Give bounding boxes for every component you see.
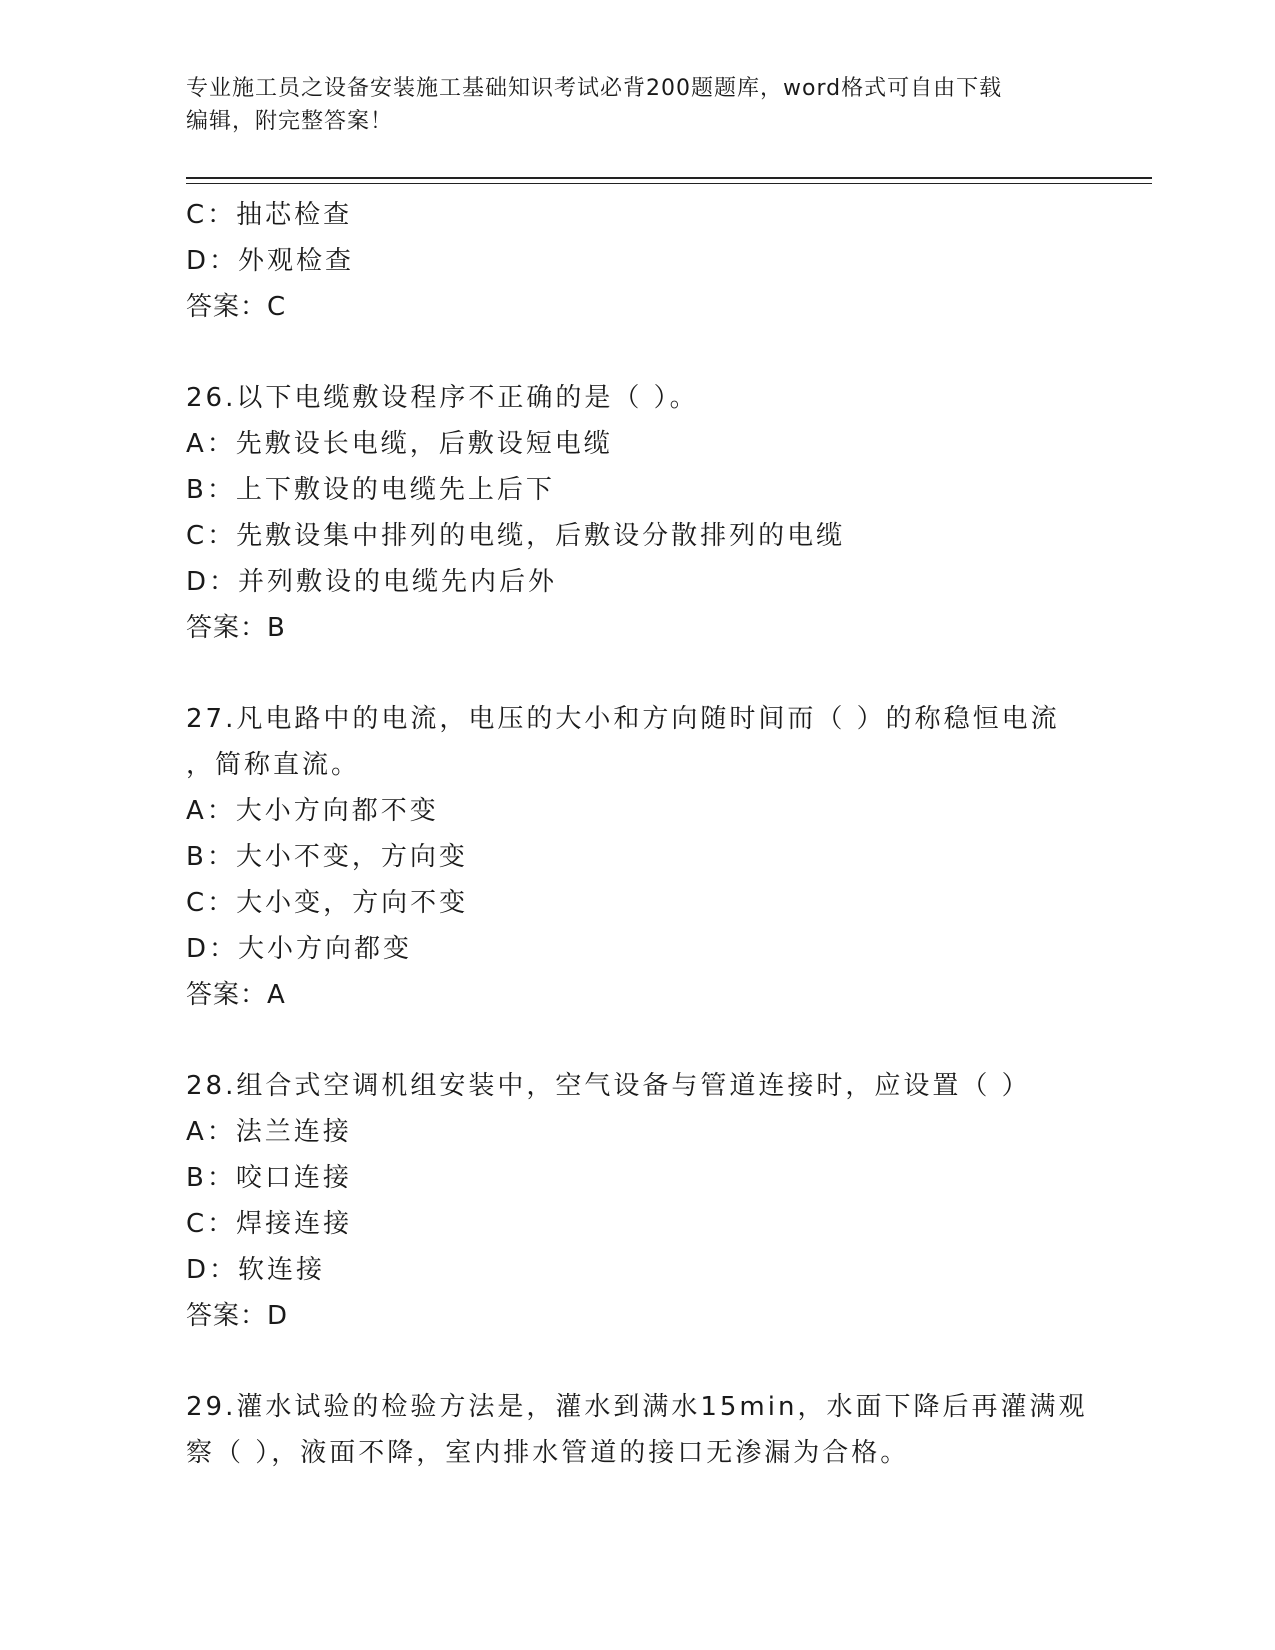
- document-body: [186, 192, 1086, 1476]
- option-b: B：上下敷设的电缆先上后下: [186, 475, 555, 505]
- header-line-1: 专业施工员之设备安装施工基础知识考试必背200题题库，word格式可自由下载: [186, 76, 1003, 101]
- question-text: 27.凡电路中的电流，电压的大小和方向随时间而（ ）的称稳恒电流: [186, 704, 1060, 734]
- option-c: C：先敷设集中排列的电缆，后敷设分散排列的电缆: [186, 521, 846, 551]
- question-27: [186, 696, 1086, 1018]
- answer-line: 答案：B: [186, 613, 286, 643]
- option-c: C：大小变，方向不变: [186, 888, 469, 918]
- question-29: [186, 1384, 1086, 1476]
- question-text-continued: ，简称直流。: [186, 750, 361, 780]
- header-rule-thick: [186, 177, 1152, 179]
- option-d: D：大小方向都变: [186, 934, 413, 964]
- option-c: C：抽芯检查: [186, 200, 353, 230]
- option-a: A：法兰连接: [186, 1117, 352, 1147]
- answer-line: 答案：D: [186, 1301, 289, 1331]
- option-a: A：先敷设长电缆，后敷设短电缆: [186, 429, 613, 459]
- option-d: D：外观检查: [186, 246, 355, 276]
- header-line-2: 编辑，附完整答案！: [186, 109, 394, 134]
- question-26: [186, 375, 1086, 651]
- question-28: [186, 1063, 1086, 1339]
- option-d: D：并列敷设的电缆先内后外: [186, 567, 558, 597]
- option-d: D：软连接: [186, 1255, 326, 1285]
- option-b: B：咬口连接: [186, 1163, 352, 1193]
- question-text: 29.灌水试验的检验方法是，灌水到满水15min，水面下降后再灌满观: [186, 1392, 1088, 1422]
- option-c: C：焊接连接: [186, 1209, 353, 1239]
- question-text-continued: 察（ ），液面不降，室内排水管道的接口无渗漏为合格。: [186, 1438, 910, 1468]
- question-25-tail: [186, 192, 1086, 330]
- question-text: 26.以下电缆敷设程序不正确的是（ ）。: [186, 383, 699, 413]
- question-text: 28.组合式空调机组安装中，空气设备与管道连接时，应设置（ ）: [186, 1071, 1031, 1101]
- document-header: [186, 72, 1066, 138]
- answer-line: 答案：C: [186, 292, 287, 322]
- option-a: A：大小方向都不变: [186, 796, 439, 826]
- answer-line: 答案：A: [186, 980, 286, 1010]
- header-rule-thin: [186, 183, 1152, 184]
- option-b: B：大小不变，方向变: [186, 842, 468, 872]
